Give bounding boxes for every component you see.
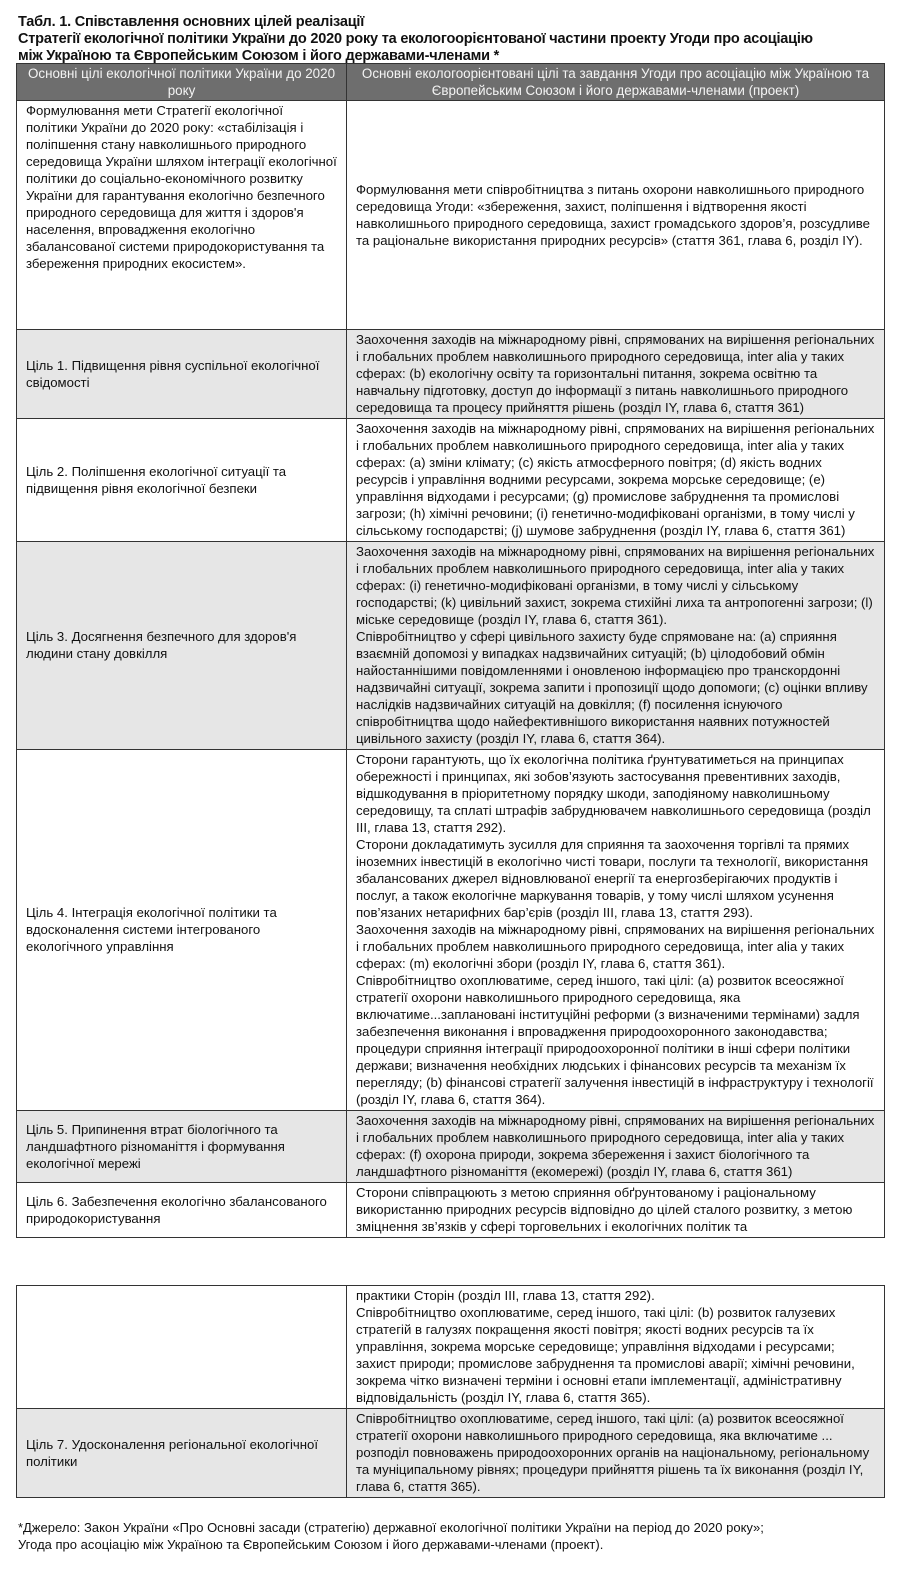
table-row xyxy=(17,1286,885,1409)
comparison-table xyxy=(16,63,885,1238)
goal-cell: Ціль 3. Досягнення безпечного для здоров'я людини стану довкілля xyxy=(17,542,347,750)
agreement-cell xyxy=(347,542,885,750)
table-row xyxy=(17,1111,885,1183)
agreement-paragraph: Заохочення заходів на міжнародному рівні, спрямованих на вирішення регіональних і глобальних проблем навколишнього природного середовища, inter alia у таких сферах: (a) зміни клімату; (c) якість атмосферного повітря; (d) якість водних ресурсів і управління водними ресурсами, зокрема морське середовище; (e) управління відходами і ресурсами; (g) промислове забруднення та промислові загрози; (h) хімічні речовини; (i) генетично-модифіковані організми, в тому числі у сільському господарстві; (j) шумове забруднення (розділ IY, глава 6, стаття 361) xyxy=(356,421,875,538)
footnote-line: Угода про асоціацію між Україною та Європейським Союзом і його державами-членами (проект). xyxy=(18,1537,604,1552)
agreement-cell xyxy=(347,1111,885,1183)
goal-cell: Формулювання мети Стратегії екологічної політики України до 2020 року: «стабілізація і поліпшення стану навколишнього природного середовища України шляхом інтеграції екологічної політики до соціально-економічного розвитку України для гарантування екологічно безпечного природного середовища для життя і здоров'я населення, впровадження екологічно збалансованої системи природокористування та збереження природних екосистем». xyxy=(17,101,347,330)
agreement-paragraph: Співробітництво у сфері цивільного захисту буде спрямоване на: (a) сприяння взаємній допомозі у випадках надзвичайних ситуацій; (b) цілодобовий обмін найостаннішими повідомленнями і оновленою інформацією про транскордонні надзвичайні ситуації, зокрема запити і пропозиції щодо допомоги; (c) оцінки впливу наслідків надзвичайних ситуацій на довкілля; (f) посилення існуючого співробітництва щодо найефективнішого використання наявних потужностей цивільного захисту (розділ IY, глава 6, стаття 364). xyxy=(356,629,868,746)
table-caption xyxy=(18,14,888,65)
agreement-paragraph: Сторони співпрацюють з метою сприяння обґрунтованому і раціональному використанню природних ресурсів відповідно до цілей сталого розвитку, з метою зміцнення зв’язків у сфері торговельних і екологічних політик та xyxy=(356,1185,853,1234)
goal-cell: Ціль 7. Удосконалення регіональної екологічної політики xyxy=(17,1409,347,1498)
agreement-cell xyxy=(347,330,885,419)
table-header-row xyxy=(17,64,885,101)
agreement-cell xyxy=(347,1183,885,1238)
table-row xyxy=(17,419,885,542)
caption-line: Табл. 1. Співставлення основних цілей реалізації xyxy=(18,14,365,30)
agreement-cell xyxy=(347,1286,885,1409)
agreement-paragraph: Співробітництво охоплюватиме, серед іншого, такі цілі: (b) розвиток галузевих стратегій в галузях покращення якості повітря; якості водних ресурсів та їх управління, зокрема морське середовище; управління відходами і ресурсами; захист природи; промислове забруднення та промислові аварії; хімічні речовини, зокрема чітко визначені терміни і основні етапи імплементації, адміністративну відповідальність (розділ IY, глава 6, стаття 365). xyxy=(356,1305,855,1405)
agreement-paragraph: Сторони докладатимуть зусилля для сприяння та заохочення торгівлі та прямих іноземних інвестицій в екологічно чисті товари, послуги та технології, використання збалансованих джерел відновлюваної енергії та енергозберігаючих продуктів і послуг, а також екологічне маркування товарів, у тому числі шляхом усунення пов’язаних нетарифних бар’єрів (розділ III, глава 13, стаття 293). xyxy=(356,837,869,920)
table-row xyxy=(17,101,885,330)
footnote-line: *Джерело: Закон України «Про Основні засади (стратегію) державної екологічної політики України на період до 2020 року»; xyxy=(18,1520,764,1535)
goal-cell xyxy=(17,1286,347,1409)
table-row xyxy=(17,1183,885,1238)
table-row xyxy=(17,330,885,419)
source-footnote xyxy=(18,1519,898,1553)
agreement-cell xyxy=(347,750,885,1111)
goal-cell: Ціль 1. Підвищення рівня суспільної екологічної свідомості xyxy=(17,330,347,419)
caption-line: між Україною та Європейським Союзом і його державами-членами * xyxy=(18,48,500,64)
table-row xyxy=(17,542,885,750)
goal-cell: Ціль 2. Поліпшення екологічної ситуації та підвищення рівня екологічної безпеки xyxy=(17,419,347,542)
agreement-paragraph: Заохочення заходів на міжнародному рівні, спрямованих на вирішення регіональних і глобальних проблем навколишнього природного середовища, inter alia у таких сферах: (f) охорона природи, зокрема збереження і захист біологічного та ландшафтного різноманіття (екомережі) (розділ IY, глава 6, стаття 361) xyxy=(356,1113,875,1179)
header-ukraine-goals: Основні цілі екологічної політики України до 2020 року xyxy=(17,64,347,101)
agreement-paragraph: Формулювання мети співробітництва з питань охорони навколишнього природного середовища Угоди: «збереження, захист, поліпшення і відтворення якості навколишнього природного середовища, захист громадського здоров’я, розсудливе та раціональне використання природних ресурсів» (стаття 361, глава 6, розділ IY). xyxy=(356,181,870,248)
agreement-cell xyxy=(347,419,885,542)
goal-cell: Ціль 4. Інтеграція екологічної політики та вдосконалення системи інтегрованого екологічного управління xyxy=(17,750,347,1111)
goal-cell: Ціль 5. Припинення втрат біологічного та ландшафтного різноманіття і формування екологічної мережі xyxy=(17,1111,347,1183)
agreement-paragraph: Заохочення заходів на міжнародному рівні, спрямованих на вирішення регіональних і глобальних проблем навколишнього природного середовища, inter alia у таких сферах: (b) екологічну освіту та горизонтальні питання, зокрема освітню та навчальну підготовку, доступ до інформації з питань навколишнього природного середовища та процесу прийняття рішень (розділ IY, глава 6, стаття 361) xyxy=(356,332,875,415)
table-row xyxy=(17,750,885,1111)
table-row xyxy=(17,1409,885,1498)
agreement-paragraph: Співробітництво охоплюватиме, серед іншого, такі цілі: (a) розвиток всеосяжної стратегії охорони навколишнього природного середовища, яка включатиме ... розподіл повноважень природоохоронних органів на національному, регіональному та муніципальному рівнях; процедури прийняття рішень та їх виконання (розділ IY, глава 6, стаття 365). xyxy=(356,1411,870,1494)
agreement-paragraph: Заохочення заходів на міжнародному рівні, спрямованих на вирішення регіональних і глобальних проблем навколишнього природного середовища, inter alia у таких сферах: (m) екологічні збори (розділ IY, глава 6, стаття 361). xyxy=(356,922,875,971)
agreement-paragraph: Заохочення заходів на міжнародному рівні, спрямованих на вирішення регіональних і глобальних проблем навколишнього природного середовища, inter alia у таких сферах: (i) генетично-модифіковані організми, в тому числі у сільському господарстві; (k) цивільний захист, зокрема стихійні лиха та антропогенні загрози; (l) міське середовище (розділ IY, глава 6, стаття 361). xyxy=(356,544,875,627)
goal-cell: Ціль 6. Забезпечення екологічно збалансованого природокористування xyxy=(17,1183,347,1238)
header-agreement-goals: Основні екологоорієнтовані цілі та завдання Угоди про асоціацію між Україною та Європейським Союзом і його державами-членами (проект) xyxy=(347,64,885,101)
comparison-table-continued xyxy=(16,1285,885,1498)
agreement-paragraph: Сторони гарантують, що їх екологічна політика ґрунтуватиметься на принципах обережності і принципах, які зобов’язують застосування превентивних заходів, відшкодування в пріоритетному порядку шкоди, заподіяному навколишньому середовищу, та сплаті штрафів забруднювачем навколишнього середовища (розділ III, глава 13, стаття 292). xyxy=(356,752,871,835)
agreement-cell xyxy=(347,1409,885,1498)
agreement-paragraph: Співробітництво охоплюватиме, серед іншого, такі цілі: (a) розвиток всеосяжної стратегії охорони навколишнього природного середовища, яка включатиме...заплановані інституційні реформи (з визначеними термінами) задля забезпечення виконання і впровадження природоохоронного законодавства; процедури сприяння інтеграції природоохоронної політики в інші сфери політики держави; визначення необхідних людських і фінансових ресурсів та механізм їх перегляду; (b) фінансові стратегії залучення інвестицій в інфраструктуру і технології (розділ IY, глава 6, стаття 364). xyxy=(356,973,874,1107)
caption-line: Стратегії екологічної політики України до 2020 року та екологоорієнтованої частини проекту Угоди про асоціацію xyxy=(18,31,813,47)
agreement-paragraph: практики Сторін (розділ III, глава 13, стаття 292). xyxy=(356,1288,655,1303)
agreement-cell xyxy=(347,101,885,330)
